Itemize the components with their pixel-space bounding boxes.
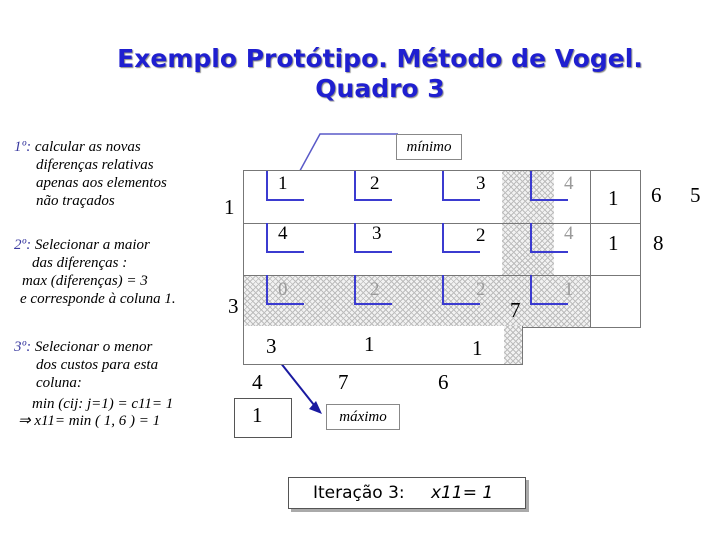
row-1-diff-a: 6 (651, 183, 662, 207)
cost-r2-c3: 2 (476, 225, 486, 246)
cost-r2-c4: 4 (564, 223, 574, 244)
row-1-diff-b: 5 (690, 183, 701, 207)
title-line-1: Exemplo Protótipo. Método de Vogel. (117, 44, 643, 73)
demand-c3: 1 (472, 336, 483, 360)
step-3-label: 3º: (14, 339, 32, 355)
demand-row (243, 326, 523, 365)
selected-diff-box (234, 398, 292, 438)
row-2-diff: 8 (653, 231, 664, 255)
step-3-line-3: coluna: (36, 375, 82, 391)
step-2-line-1: Selecionar a maior (34, 237, 150, 253)
transport-table (243, 170, 641, 328)
allocation-r3: 3 (228, 294, 239, 318)
cost-r3-c4: 1 (564, 279, 574, 300)
callout-maximo (326, 404, 400, 430)
allocation-r1: 1 (224, 195, 235, 219)
step-2-line-4: e corresponde à coluna 1. (20, 291, 176, 307)
step-3-line-2: dos custos para esta (36, 357, 159, 373)
supply-r2: 1 (608, 231, 619, 255)
cost-r2-c1: 4 (278, 223, 288, 244)
step-3-line-1: Selecionar o menor (34, 339, 153, 355)
row-3-extra: 7 (510, 298, 521, 322)
cost-r3-c2: 2 (370, 279, 380, 300)
step-1-line-3: apenas aos elementos (36, 175, 167, 191)
col-diff-c1-b: 1 (252, 403, 263, 427)
callout-maximo-text: máximo (339, 409, 387, 425)
demand-c1: 3 (266, 334, 277, 358)
step-2-line-3: max (diferenças) = 3 (22, 273, 148, 289)
col-diff-c2: 7 (338, 370, 349, 394)
col-diff-c1-a: 4 (252, 370, 263, 394)
cost-r3-c1: 0 (278, 279, 288, 300)
step-2-label: 2º: (14, 237, 32, 253)
callout-minimo (396, 134, 462, 160)
cost-r1-c2: 2 (370, 173, 380, 194)
step-1-line-2: diferenças relativas (36, 157, 154, 173)
col-diff-c3: 6 (438, 370, 449, 394)
step-2-line-2: das diferenças : (32, 255, 128, 271)
title-line-2: Quadro 3 (315, 74, 445, 103)
formula-x: ⇒ x11= min ( 1, 6 ) = 1 (18, 413, 161, 429)
callout-minimo-text: mínimo (406, 139, 452, 155)
demand-c2: 1 (364, 332, 375, 356)
formula-min: min (cij: j=1) = c11= 1 (32, 396, 174, 412)
cost-r3-c3: 2 (476, 279, 486, 300)
step-1-line-4: não traçados (36, 193, 115, 209)
step-1-line-1: calcular as novas (34, 139, 141, 155)
step-1-label: 1º: (14, 139, 32, 155)
iteration-label: Iteração 3: (313, 483, 405, 503)
iteration-box (288, 477, 526, 509)
supply-r1: 1 (608, 186, 619, 210)
cost-r2-c2: 3 (372, 223, 382, 244)
iteration-value: x11= 1 (431, 483, 494, 503)
cost-r1-c3: 3 (476, 173, 486, 194)
cost-r1-c1: 1 (278, 173, 288, 194)
cost-r1-c4: 4 (564, 173, 574, 194)
